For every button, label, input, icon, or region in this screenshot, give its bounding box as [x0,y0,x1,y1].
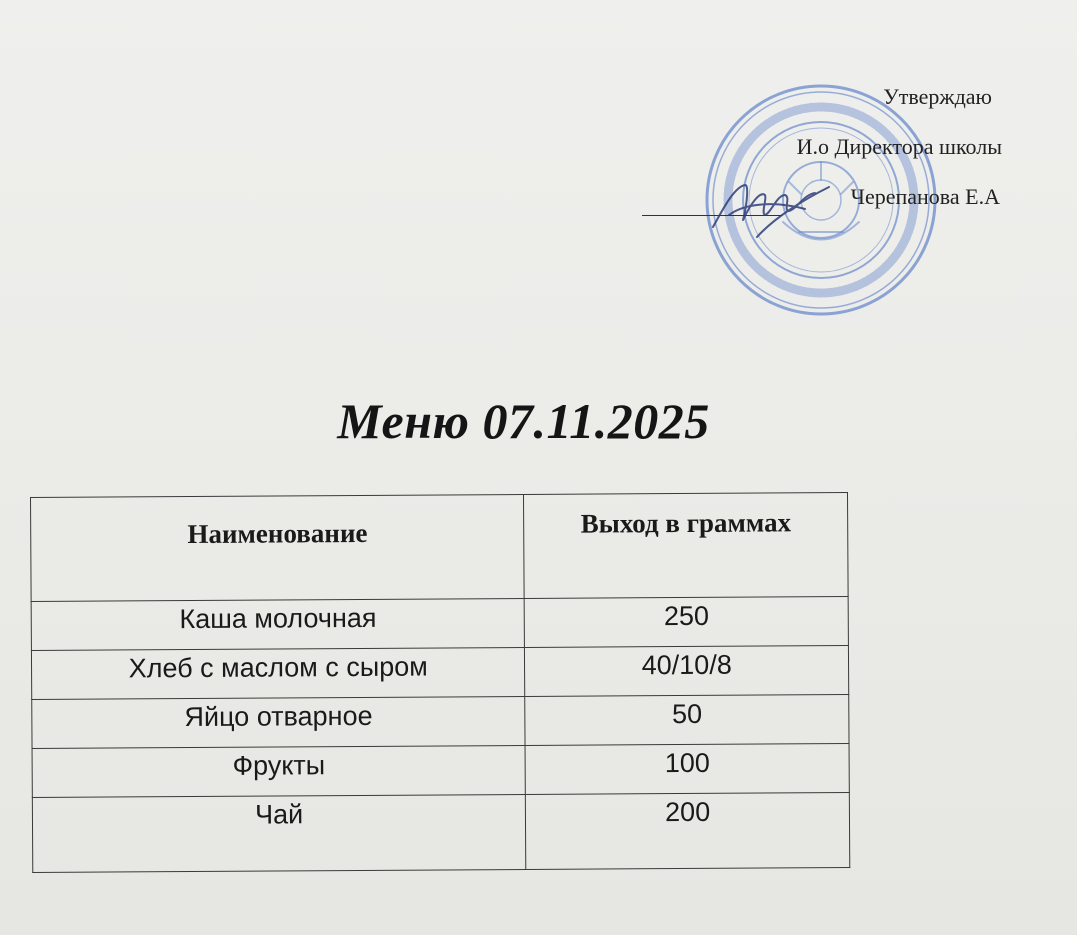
table-row [32,744,849,798]
approval-heading: Утверждаю [883,84,992,109]
dish-weight: 100 [525,744,849,795]
approval-name: Черепанова Е.А [850,184,1000,209]
dish-name: Чай [32,794,526,872]
table-row [31,597,848,651]
column-header-weight: Выход в граммах [524,493,848,599]
dish-weight: 40/10/8 [525,646,849,697]
dish-weight: 50 [525,695,849,746]
dish-weight: 250 [525,597,849,648]
dish-name: Фрукты [32,745,526,797]
column-header-name: Наименование [31,494,525,601]
signature-icon [705,165,835,245]
approval-position: И.о Директора школы [796,134,1002,159]
table-row [32,695,849,749]
table-header-row [31,493,849,602]
menu-table [30,492,850,873]
dish-weight: 200 [526,793,850,870]
dish-name: Яйцо отварное [32,696,526,748]
page-title: Меню 07.11.2025 [337,393,710,449]
table-row [32,793,849,873]
table-row [31,646,848,700]
dish-name: Хлеб с маслом с сыром [31,647,525,699]
dish-name: Каша молочная [31,598,525,650]
